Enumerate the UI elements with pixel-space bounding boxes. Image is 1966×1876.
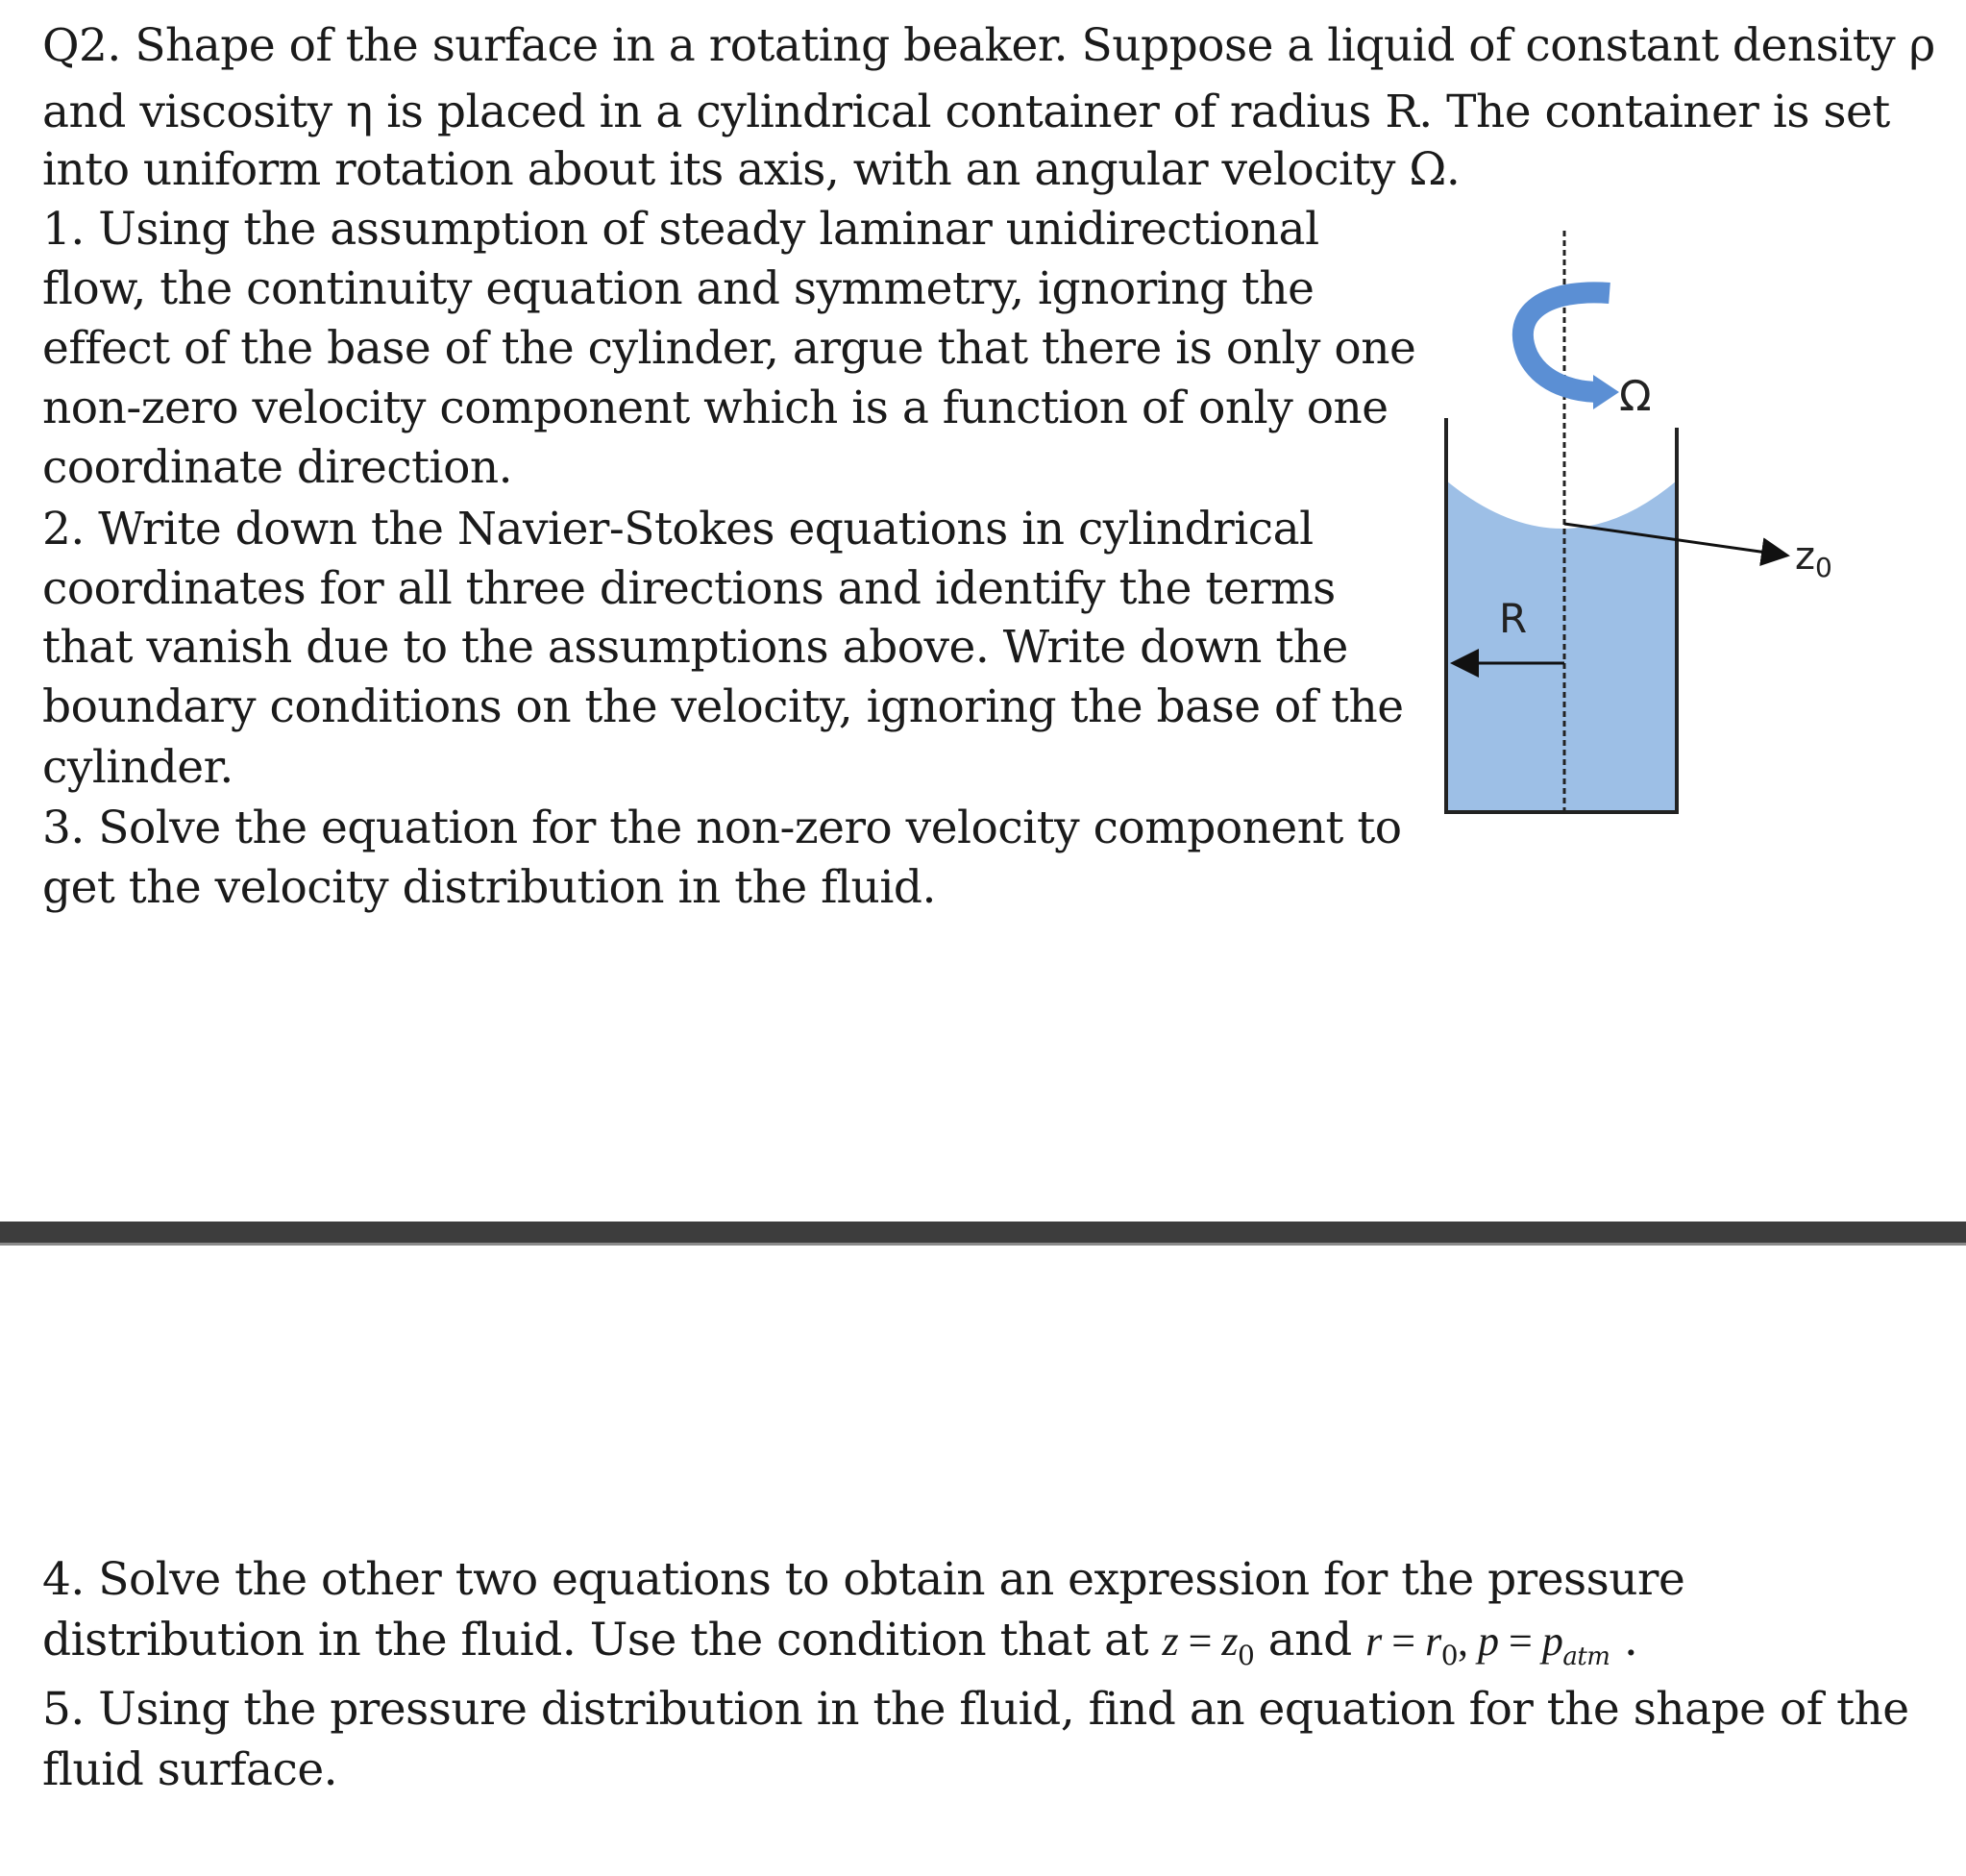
question-intro-line-2: and viscosity η is placed in a cylindrical container of radius R. The container is set — [42, 86, 1890, 138]
part1-line-4: non-zero velocity component which is a function of only one — [42, 382, 1388, 434]
part3-line-2: get the velocity distribution in the fluid. — [42, 861, 936, 914]
comma: , — [1458, 1617, 1479, 1665]
question-intro-line-1: Q2. Shape of the surface in a rotating beaker. Suppose a liquid of constant density ρ — [42, 19, 1935, 72]
part5-line-1: 5. Using the pressure distribution in the fluid, find an equation for the shape of the — [42, 1683, 1909, 1736]
part2-line-3: that vanish due to the assumptions above. Write down the — [42, 621, 1348, 674]
part2-line-2: coordinates for all three directions and identify the terms — [42, 562, 1336, 615]
part3-line-1: 3. Solve the equation for the non-zero velocity component to — [42, 802, 1402, 854]
patm-variable: p — [1541, 1617, 1563, 1665]
z0-label — [1795, 534, 1832, 583]
part2-line-5: cylinder. — [42, 741, 233, 794]
r0-variable: r — [1425, 1617, 1441, 1665]
period: . — [1610, 1614, 1638, 1666]
z-variable: z — [1162, 1617, 1179, 1665]
part1-line-2: flow, the continuity equation and symmetry, ignoring the — [42, 262, 1315, 315]
part1-line-3: effect of the base of the cylinder, argue that there is only one — [42, 322, 1416, 375]
part1-line-5: coordinate direction. — [42, 441, 513, 494]
r-variable: r — [1365, 1617, 1382, 1665]
and-word: and — [1254, 1614, 1366, 1666]
patm-subscript: atm — [1562, 1642, 1610, 1671]
z0-label-main: z — [1795, 534, 1815, 579]
part5-line-2: fluid surface. — [42, 1743, 338, 1796]
p-variable: p — [1478, 1617, 1499, 1665]
equals-sign-3: = — [1498, 1617, 1542, 1665]
part4-line-2 — [42, 1614, 1638, 1671]
part4-line-1: 4. Solve the other two equations to obtain an expression for the pressure — [42, 1553, 1685, 1606]
part1-line-1: 1. Using the assumption of steady laminar unidirectional — [42, 203, 1319, 256]
part4-line-2-text: distribution in the fluid. Use the condition that at — [42, 1614, 1163, 1666]
part2-line-1: 2. Write down the Navier-Stokes equations in cylindrical — [42, 503, 1314, 555]
rotation-arrowhead-icon — [1593, 375, 1619, 409]
question-intro-line-3: into uniform rotation about its axis, with an angular velocity Ω. — [42, 143, 1461, 196]
z0-label-sub: 0 — [1815, 552, 1832, 583]
section-divider — [0, 1222, 1966, 1246]
equals-sign: = — [1178, 1617, 1222, 1665]
equals-sign-2: = — [1381, 1617, 1426, 1665]
rotating-beaker-figure — [1422, 221, 1864, 827]
omega-label: Ω — [1619, 372, 1652, 421]
radius-label: R — [1499, 595, 1528, 642]
r0-subscript: 0 — [1440, 1640, 1459, 1671]
liquid-body — [1446, 481, 1677, 812]
z0-variable: z — [1221, 1617, 1239, 1665]
z0-subscript: 0 — [1238, 1640, 1255, 1671]
part2-line-4: boundary conditions on the velocity, ignoring the base of the — [42, 680, 1404, 733]
